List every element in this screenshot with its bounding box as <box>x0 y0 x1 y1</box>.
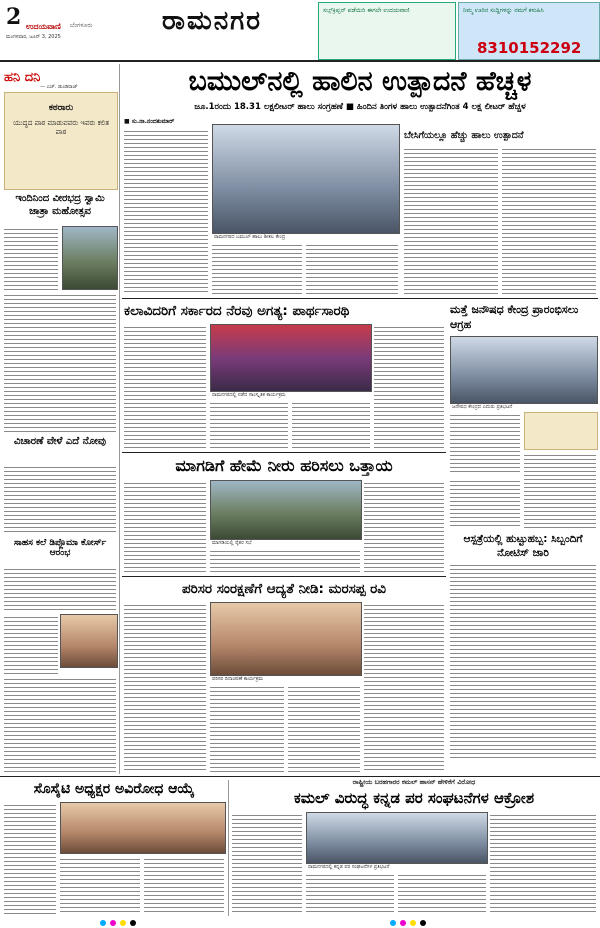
artists-caption: ರಾಮನಗರದಲ್ಲಿ ನಡೆದ ಸಾಂಸ್ಕೃತಿಕ ಕಾರ್ಯಕ್ರಮ <box>212 392 286 398</box>
artists-text-4 <box>374 324 444 448</box>
honey-byline: — ಎಚ್. ಡುಂಡಿರಾಜ್ <box>40 84 78 90</box>
story-jatre-headline: ಇಂದಿನಿಂದ ವೀರಭದ್ರ ಸ್ವಾಮಿ ಜಾತ್ರಾ ಮಹೋತ್ಸವ <box>15 193 105 217</box>
black-mark-2 <box>420 920 426 926</box>
edition: ಬೆಂಗಳೂರು <box>70 22 93 29</box>
magadi-text-3 <box>364 480 444 572</box>
janaushadhi-highlight-box <box>524 412 598 450</box>
kamal-text-1 <box>232 812 302 914</box>
magenta-mark <box>110 920 116 926</box>
mid-rule-2 <box>122 576 446 577</box>
lead-rule <box>122 298 598 299</box>
section-title: ರಾಮನಗರ <box>162 6 262 36</box>
story-course-text <box>4 566 116 612</box>
lead-byline: ■ ಸು.ನಾ.ನಂದಕುಮಾರ್ <box>124 118 175 125</box>
kamal-text-4 <box>490 812 596 914</box>
lead-text-col3 <box>306 242 398 294</box>
subscription-ad[interactable] <box>318 2 456 60</box>
environment-headline: ಪರಿಸರ ಸಂರಕ್ಷಣೆಗೆ ಆದ್ಯತೆ ನೀಡಿ: ಮರಸಪ್ಪ ರವಿ <box>181 581 387 597</box>
magadi-photo <box>210 480 362 540</box>
lead-sidebar-text1 <box>404 146 498 294</box>
story-course-text-3 <box>4 676 116 772</box>
society-text-1 <box>4 802 56 914</box>
hospital-text <box>450 562 596 758</box>
black-mark <box>130 920 136 926</box>
kamal-headline: ಕಮಲ್ ವಿರುದ್ಧ ಕನ್ನಡ ಪರ ಸಂಘಟನೆಗಳ ಆಕ್ರೋಶ <box>293 789 535 807</box>
magadi-text-2 <box>210 548 360 572</box>
bottom-divider <box>228 780 229 916</box>
lead-photo <box>212 124 400 234</box>
environment-photo <box>210 602 362 676</box>
environment-text-2 <box>210 684 284 772</box>
date-line: ಮಂಗಳವಾರ, ಜೂನ್ 3, 2025 <box>6 34 61 40</box>
magadi-headline: ಮಾಗಡಿಗೆ ಹೇಮೆ ನೀರು ಹರಿಸಲು ಒತ್ತಾಯ <box>175 456 393 475</box>
hospital-headline: ಆಸ್ಪತ್ರೆಯಲ್ಲಿ ಹುಟ್ಟುಹಬ್ಬ: ಸಿಬ್ಬಂದಿಗೆ ನೋಟಿಸ್ ಜಾರಿ <box>463 533 583 559</box>
lead-text-col2 <box>212 242 302 294</box>
janaushadhi-caption: ಜನೌಷಧ ಕೇಂದ್ರದ ಎದುರು ಪ್ರತಿಭಟನೆ <box>452 404 513 410</box>
column-divider <box>119 64 120 774</box>
society-headline: ಸೊಸೈಟಿ ಅಧ್ಯಕ್ಷರ ಅವಿರೋಧ ಆಯ್ಕೆ <box>33 781 195 797</box>
story-course-headline: ಸಾಹಸ ಕಲೆ ಡಿಪ್ಲೊಮಾ ಕೋರ್ಸ್ ಆರಂಭ <box>13 538 107 558</box>
environment-caption: ಪರಿಸರ ದಿನಾಚರಣೆ ಕಾರ್ಯಕ್ರಮ <box>212 676 263 682</box>
page-number: 2 <box>6 4 22 30</box>
honey-column-logo <box>4 66 116 84</box>
print-registration-marks <box>0 918 600 928</box>
story-chestpain-headline: ವಿಚಾರಣೆ ವೇಳೆ ಎದೆ ನೋವು <box>13 436 106 447</box>
story-jatre-text-2 <box>4 292 116 432</box>
janaushadhi-photo <box>450 336 598 404</box>
kamal-text-2 <box>306 872 394 914</box>
lead-subhead: ಜೂ.1ರಂದು 18.31 ಲಕ್ಷಲೀಟರ್ ಹಾಲು ಸಂಗ್ರಹಣೆ ■ ಹಿಂದಿನ ತಿಂಗಳ ಹಾಲು ಉತ್ಪಾದನೆಗಿಂತ 4 ಲಕ್ಷ ಲೀಟರ್ ಹೆಚ್ಚಳ <box>194 102 526 112</box>
subscription-ad-text: ಸಬ್ಸ್‌ಕ್ರಿಪ್ಷನ್ ಪಡೆಯಿರಿ ಈಗಲೇ ಉದಯವಾಣಿ <box>323 7 410 14</box>
cyan-mark-2 <box>390 920 396 926</box>
artists-text-3 <box>292 400 370 448</box>
kamal-text-3 <box>398 872 486 914</box>
janaushadhi-headline: ಮತ್ತೆ ಜನೌಷಧ ಕೇಂದ್ರ ಪ್ರಾರಂಭಿಸಲು ಆಗ್ರಹ <box>450 303 579 331</box>
lead-sidebar-text2 <box>502 146 596 294</box>
artists-text-2 <box>210 400 288 448</box>
story-chestpain-text <box>4 464 116 534</box>
janaushadhi-text-2 <box>524 452 596 528</box>
honey-column-title: ಹನಿ ದನಿ <box>4 70 41 85</box>
yellow-mark <box>120 920 126 926</box>
story-jatre-text <box>4 226 58 290</box>
news-tip-phone: 8310152292 <box>477 39 582 57</box>
society-text-2 <box>60 856 140 914</box>
environment-text-3 <box>288 684 360 772</box>
person-photo <box>60 614 118 668</box>
magenta-mark-2 <box>400 920 406 926</box>
artists-text-1 <box>124 324 206 448</box>
lead-photo-caption: ರಾಮನಗರದ ಬಮುಲ್ ಹಾಲು ಶೀತಲ ಕೇಂದ್ರ <box>214 234 286 240</box>
artists-photo <box>210 324 372 392</box>
society-photo <box>60 802 226 854</box>
paper-name: ಉದಯವಾಣಿ <box>26 22 61 31</box>
lead-sidebar-head: ಬೇಸಿಗೆಯಲ್ಲೂ ಹೆಚ್ಚು ಹಾಲು ಉತ್ಪಾದನೆ <box>404 130 524 141</box>
kamal-caption: ರಾಮನಗರದಲ್ಲಿ ಕನ್ನಡ ಪರ ಸಂಘಟನೆಗಳ ಪ್ರತಿಭಟನೆ <box>308 864 390 870</box>
honey-poem-body: ಯುದ್ಧದ ಪಾಠ ಮಾಡುವವರು ಇವರು ಕಲಿತ ಪಾಠ <box>13 119 109 136</box>
masthead-rule <box>0 60 600 62</box>
temple-photo <box>62 226 118 290</box>
news-tip-ad[interactable] <box>458 2 600 60</box>
janaushadhi-text-1 <box>450 412 520 474</box>
yellow-mark-2 <box>410 920 416 926</box>
lead-headline: ಬಮುಲ್‌ನಲ್ಲಿ ಹಾಲಿನ ಉತ್ಪಾದನೆ ಹೆಚ್ಚಳ <box>188 66 532 97</box>
magadi-caption: ಮಾಗಡಿಯಲ್ಲಿ ರೈತರ ಸಭೆ <box>212 540 252 546</box>
story-course-text-2 <box>4 614 58 674</box>
janaushadhi-text-3 <box>450 478 520 528</box>
artists-headline: ಕಲಾವಿದರಿಗೆ ಸರ್ಕಾರದ ನೆರವು ಅಗತ್ಯ: ಪಾರ್ಥಸಾರಥಿ <box>124 303 350 319</box>
society-text-3 <box>144 856 224 914</box>
kamal-photo <box>306 812 488 864</box>
cyan-mark <box>100 920 106 926</box>
news-tip-ad-text: ನಿಮ್ಮ ಊರಿನ ಸುದ್ದಿಗಳನ್ನು ನಮಗೆ ಕಳುಹಿಸಿ <box>463 7 544 14</box>
kamal-kicker: ರಾಷ್ಟ್ರೀಯ ಬರಹಗಾರರ ಕಮಲ್ ಹಾಸನ್ ಹೇಳಿಕೆಗೆ ವಿರೋಧ <box>352 778 476 786</box>
environment-text-1 <box>124 602 206 772</box>
magadi-text-1 <box>124 480 206 572</box>
environment-text-4 <box>364 602 444 772</box>
lead-text-col1 <box>124 128 208 294</box>
honey-poem-title: ಕಠರಾರು <box>48 103 74 113</box>
bottom-rule <box>0 776 600 777</box>
honey-box <box>4 92 118 190</box>
mid-rule <box>122 452 446 453</box>
